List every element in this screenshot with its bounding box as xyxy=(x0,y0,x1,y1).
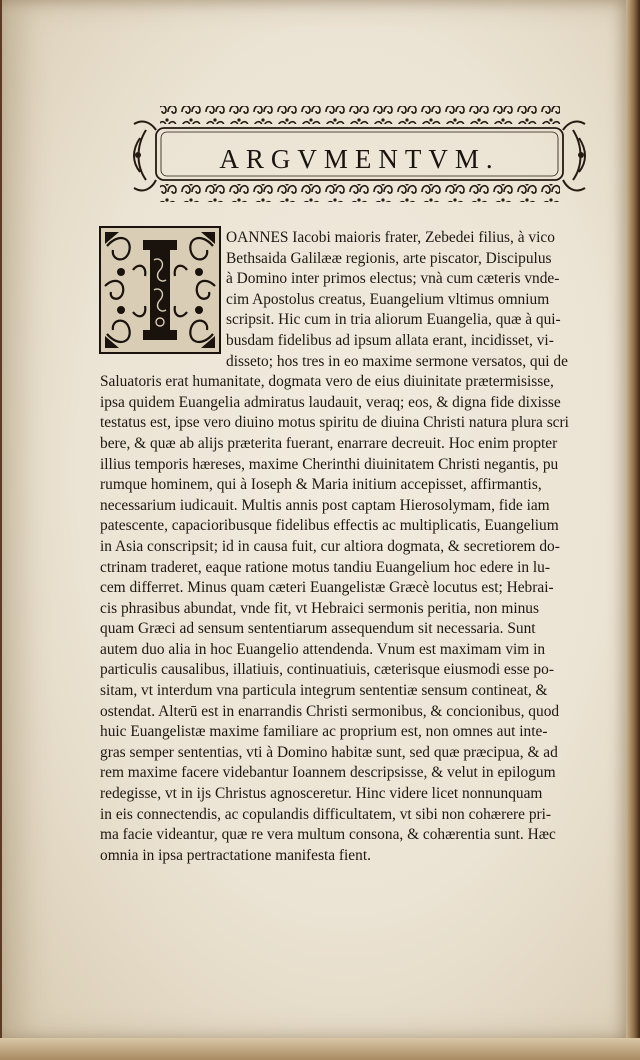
page-edge xyxy=(626,0,640,1060)
text-line: testatus est, ipse vero diuino motus spiritu de diuina Christi natura plura scri xyxy=(100,414,569,432)
text-line: ostendat. Alterū est in enarrandis Christi sermonibus, & concionibus, quod xyxy=(100,702,560,720)
text-line: in eis connectendis, ac copulandis difficultatem, vt sibi non cohærere pri- xyxy=(100,805,552,823)
text-line: quam Græci ad sensum sententiarum assequendum sit necessaria. Sunt xyxy=(100,620,536,638)
page-title: ARGVMENTVM. xyxy=(219,144,500,174)
text-line: necessarium iudicauit. Multis annis post captam Hierosolymam, fide iam xyxy=(100,496,550,514)
text-line: bere, & quæ ab alijs præterita fuerant, enarrare decreuit. Hoc enim propter xyxy=(100,434,558,452)
text-line: sitam, vt interdum vna particula integrum sententiæ sensum contineat, & xyxy=(100,682,548,700)
text-line: cis phrasibus abundat, vnde fit, vt Hebraici sermonis peritia, non minus xyxy=(100,599,539,617)
text-line: ipsa quidem Euangelia admiratus laudauit, veraq; eos, & digna fide dixisse xyxy=(100,393,561,411)
text-line: rumque hominem, qui à Ioseph & Maria initium accepisset, affirmantis, xyxy=(100,476,542,494)
body-text xyxy=(100,228,626,866)
text-line: Saluatoris erat humanitate, dogmata vero de eius diuinitate prætermisisse, xyxy=(100,373,554,391)
text-line: autem duo alia in hoc Euangelio attendenda. Vnum est maximam vim in xyxy=(100,640,546,658)
text-line: patescente, capacioribusque fidelibus effectis ac multiplicatis, Euangelium xyxy=(100,517,559,535)
title-cartouche xyxy=(132,100,587,208)
text-line: gras semper sententias, vti à Domino habitæ sunt, sed quæ præcipua, & ad xyxy=(100,743,558,761)
text-line: cem differret. Minus quam cæteri Euangelistæ Græcè locutus est; Hebrai- xyxy=(100,579,554,597)
book-page xyxy=(2,0,628,1040)
text-line: rem maxime facere videbantur Ioannem descripsisse, & velut in epilogum xyxy=(100,764,556,782)
text-line: Bethsaida Galilææ regionis, arte piscator, Discipulus xyxy=(226,249,552,267)
text-line: à Domino inter primos electus; vnà cum cæteris vnde- xyxy=(226,270,560,288)
text-line: huic Euangelistæ maxime familiare ac proprium est, non omnes aut inte- xyxy=(100,723,548,741)
text-line: illius temporis hæreses, maxime Cherinthi diuinitatem Christi negantis, pu xyxy=(100,455,559,473)
text-line: in Asia conscripsit; id in causa fuit, cur altiora dogmata, & secretiorem do- xyxy=(100,537,560,555)
text-line: busdam fidelibus ad ipsum allata erant, incidisset, vi- xyxy=(226,331,554,349)
text-line: redegisse, vt in ijs Christus agnosceretur. Hinc videre licet nonnunquam xyxy=(100,785,543,803)
text-line: particulis causalibus, illatiuis, continuatiuis, cæterisque eiusmodi esse po- xyxy=(100,661,554,679)
text-line: disseto; hos tres in eo maxime sermone versatos, qui de xyxy=(226,352,568,370)
text-line: omnia in ipsa pertractatione manifesta fient. xyxy=(100,846,371,864)
text-line: ma facie videantur, quæ re vera multum consona, & cohærentia sunt. Hæc xyxy=(100,826,556,844)
page-bottom-edge xyxy=(0,1038,640,1060)
text-line: OANNES Iacobi maioris frater, Zebedei filius, à vico xyxy=(226,229,555,246)
text-line: ctrinam traderet, eaque ratione motus tandiu Euangelium hoc edere in lu- xyxy=(100,558,551,576)
text-line: scripsit. Hic cum in tria aliorum Euangelia, quæ à qui- xyxy=(226,311,561,329)
text-line: cim Apostolus creatus, Euangelium vltimus omnium xyxy=(226,290,550,308)
